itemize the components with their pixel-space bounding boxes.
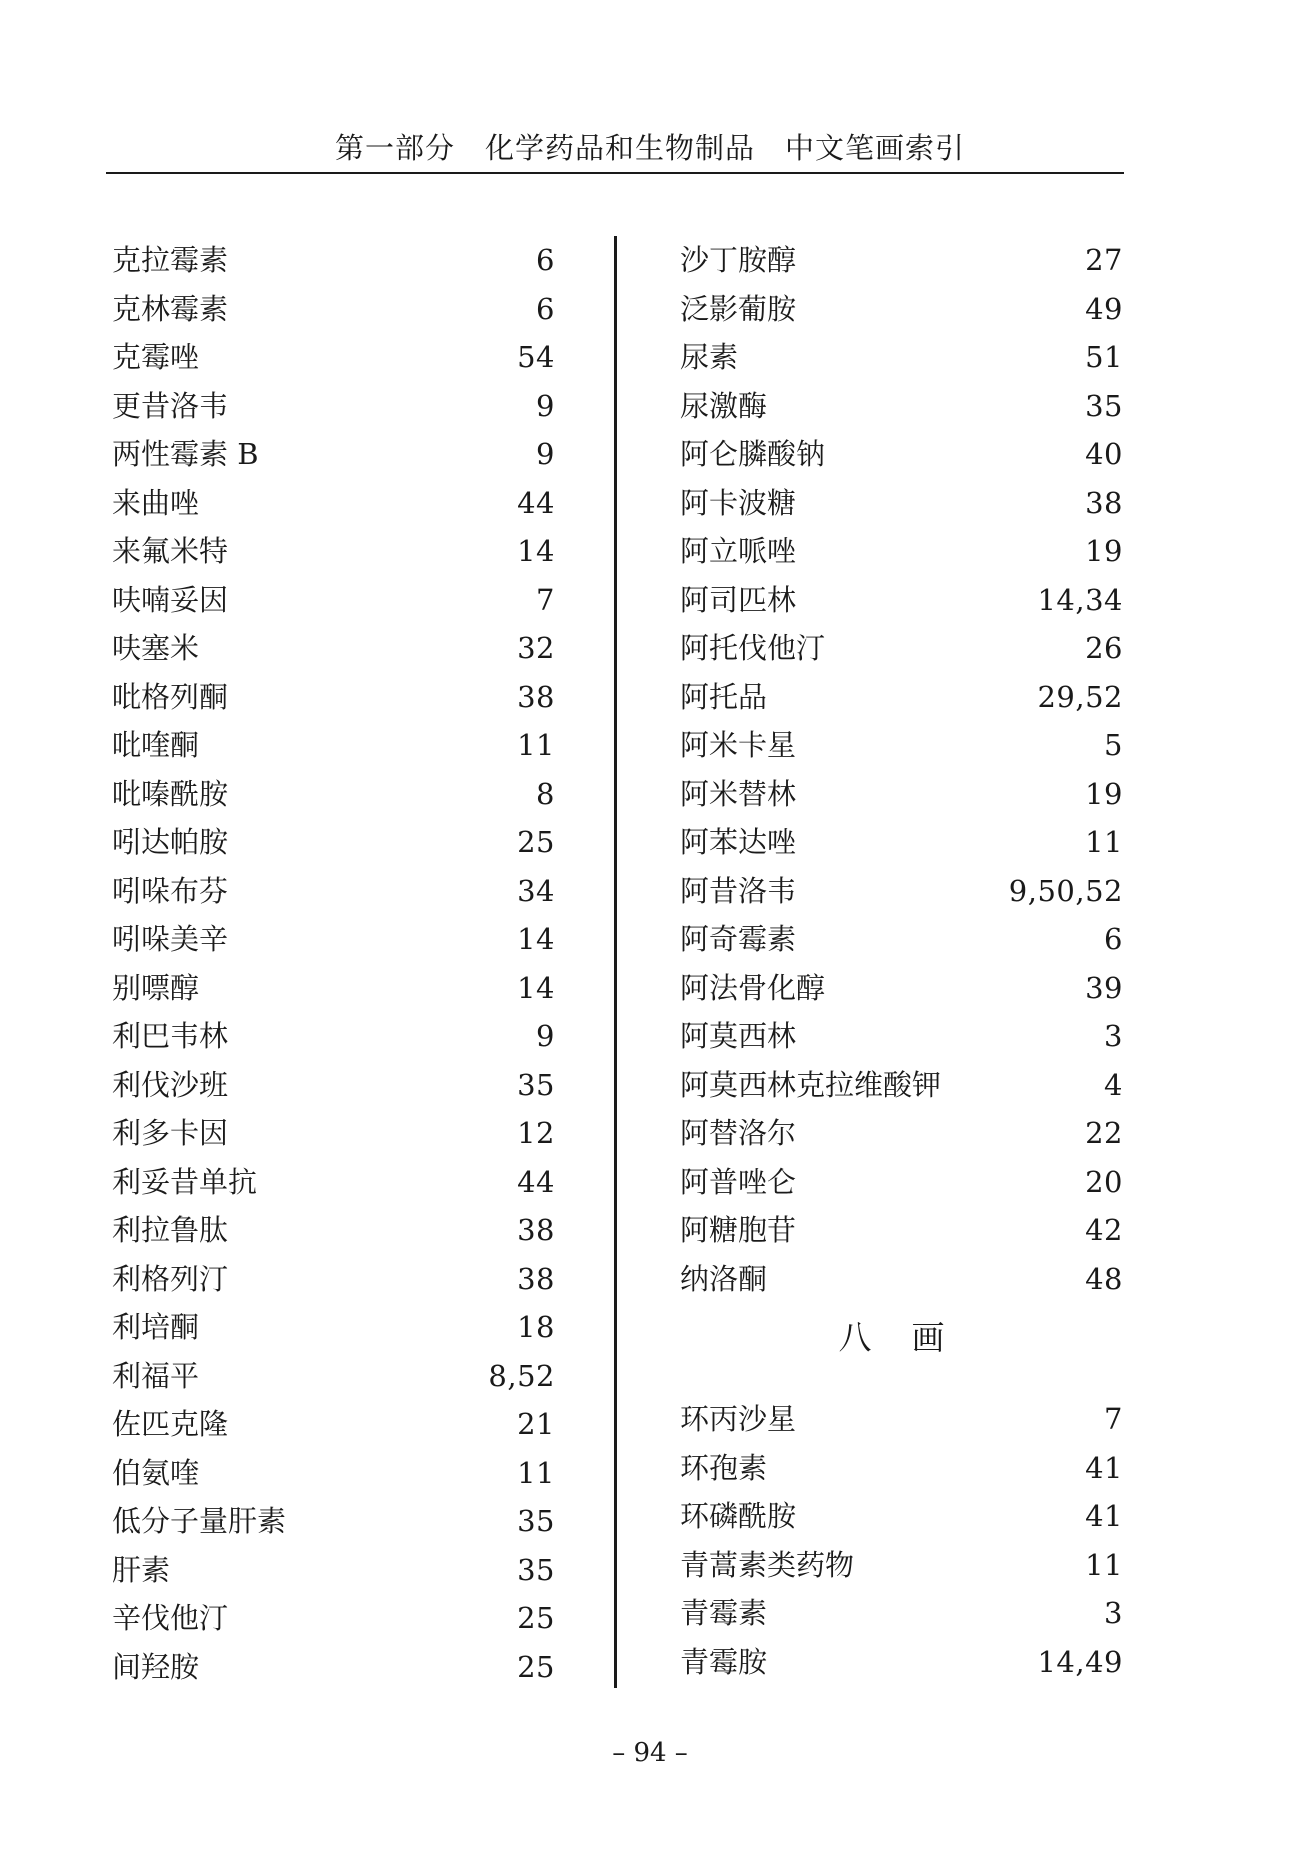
index-page-ref: 9,50,52 [1008, 873, 1123, 908]
index-page-ref: 21 [517, 1407, 555, 1441]
index-term: 青蒿素类药物 [680, 1547, 855, 1582]
index-page-ref: 42 [1085, 1213, 1123, 1247]
index-entry [680, 1061, 1123, 1110]
index-term: 阿托品 [680, 679, 768, 714]
index-term: 来曲唑 [112, 485, 200, 520]
index-page-ref: 38 [517, 679, 555, 714]
index-term: 阿托伐他汀 [680, 631, 826, 665]
index-entry [680, 430, 1123, 479]
index-entry [680, 285, 1123, 334]
index-term: 利福平 [112, 1358, 200, 1393]
index-entry [112, 333, 555, 382]
index-entry [680, 1395, 1123, 1444]
index-page-ref: 4 [1104, 1067, 1123, 1102]
index-entry [680, 1541, 1123, 1590]
index-page-ref: 22 [1085, 1116, 1123, 1150]
index-page-ref: 44 [517, 485, 555, 520]
index-entry [680, 1589, 1123, 1638]
index-page-ref: 6 [1104, 922, 1123, 956]
index-term: 伯氨喹 [112, 1455, 200, 1490]
index-entry [680, 964, 1123, 1013]
index-term: 吡嗪酰胺 [112, 776, 229, 811]
index-term: 利多卡因 [112, 1116, 229, 1150]
index-term: 利妥昔单抗 [112, 1164, 258, 1199]
index-page-ref: 11 [517, 1455, 555, 1490]
index-term: 阿莫西林 [680, 1019, 797, 1053]
index-page-ref: 25 [517, 1649, 555, 1684]
index-page-ref: 44 [517, 1164, 555, 1199]
index-entry [112, 770, 555, 819]
index-term: 别嘌醇 [112, 970, 200, 1005]
index-term: 吲达帕胺 [112, 825, 229, 859]
index-term: 利培酮 [112, 1310, 200, 1344]
index-page-ref: 26 [1085, 631, 1123, 665]
index-term: 纳洛酮 [680, 1261, 768, 1296]
index-term: 吡喹酮 [112, 728, 200, 762]
index-page-ref: 6 [536, 243, 555, 277]
index-page-ref: 11 [517, 728, 555, 762]
index-page-ref: 14 [517, 970, 555, 1005]
index-entry [680, 479, 1123, 528]
index-term: 阿米卡星 [680, 728, 797, 762]
index-entry [680, 1012, 1123, 1061]
index-term: 呋塞米 [112, 631, 200, 665]
index-page-ref: 35 [517, 1552, 555, 1587]
index-entry [112, 1061, 555, 1110]
index-entry [112, 1206, 555, 1255]
index-column-right [680, 236, 1123, 1686]
index-entry [680, 673, 1123, 722]
index-page-ref: 12 [517, 1116, 555, 1150]
index-entry [680, 1444, 1123, 1493]
index-entry [112, 1546, 555, 1595]
index-entry [112, 1255, 555, 1304]
index-entry [680, 1255, 1123, 1304]
index-page-ref: 19 [1085, 534, 1123, 568]
section-heading [680, 1303, 1123, 1395]
index-term: 克霉唑 [112, 340, 200, 374]
index-term: 阿法骨化醇 [680, 970, 826, 1005]
index-entry [680, 382, 1123, 431]
index-term: 阿替洛尔 [680, 1116, 797, 1150]
page-header-title: 第一部分 化学药品和生物制品 中文笔画索引 [334, 131, 965, 165]
index-term: 两性霉素 B [112, 437, 259, 471]
index-entry [112, 1109, 555, 1158]
index-page-ref: 11 [1085, 825, 1123, 859]
index-entry [112, 1012, 555, 1061]
index-entry [680, 721, 1123, 770]
index-entry [680, 333, 1123, 382]
index-entry [680, 770, 1123, 819]
index-page-ref: 20 [1085, 1164, 1123, 1199]
index-entry [112, 1449, 555, 1498]
index-page-ref: 7 [536, 582, 555, 617]
index-term: 吲哚美辛 [112, 922, 229, 956]
index-page-ref: 35 [1085, 388, 1123, 423]
index-page-ref: 38 [517, 1261, 555, 1296]
index-term: 吲哚布芬 [112, 873, 229, 908]
index-term: 环孢素 [680, 1450, 768, 1485]
index-entry [112, 1158, 555, 1207]
index-page-ref: 14,49 [1037, 1644, 1123, 1679]
index-page-ref: 35 [517, 1504, 555, 1538]
index-entry [112, 1303, 555, 1352]
index-entry [112, 1400, 555, 1449]
index-term: 阿糖胞苷 [680, 1213, 797, 1247]
index-page-ref: 25 [517, 1601, 555, 1635]
index-term: 利巴韦林 [112, 1019, 229, 1053]
index-term: 环磷酰胺 [680, 1499, 797, 1533]
index-entry [680, 915, 1123, 964]
index-page-ref: 5 [1104, 728, 1123, 762]
index-page-ref: 38 [1085, 485, 1123, 520]
page-number: – 94 – [612, 1738, 688, 1768]
index-term: 更昔洛韦 [112, 388, 229, 423]
index-group-seven-strokes [680, 236, 1123, 1303]
index-term: 环丙沙星 [680, 1402, 797, 1436]
index-term: 辛伐他汀 [112, 1601, 229, 1635]
index-term: 低分子量肝素 [112, 1504, 287, 1538]
index-entry [112, 624, 555, 673]
index-entry [680, 576, 1123, 625]
index-page-ref: 19 [1085, 776, 1123, 811]
index-term: 克拉霉素 [112, 243, 229, 277]
index-term: 阿奇霉素 [680, 922, 797, 956]
index-entry [680, 1109, 1123, 1158]
index-entry [112, 721, 555, 770]
index-page-ref: 14,34 [1037, 582, 1123, 617]
index-page-ref: 48 [1085, 1261, 1123, 1296]
index-entry [112, 527, 555, 576]
index-term: 利拉鲁肽 [112, 1213, 229, 1247]
index-page-ref: 41 [1085, 1450, 1123, 1485]
index-entry [112, 236, 555, 285]
index-page-ref: 9 [536, 437, 555, 471]
index-entry [680, 1492, 1123, 1541]
index-term: 利格列汀 [112, 1261, 229, 1296]
index-page-ref: 49 [1085, 291, 1123, 326]
index-page-ref: 54 [517, 340, 555, 374]
index-entry [680, 624, 1123, 673]
index-term: 阿普唑仑 [680, 1164, 797, 1199]
index-entry [112, 285, 555, 334]
index-column-left [112, 236, 555, 1691]
index-page-ref: 8 [536, 776, 555, 811]
index-page-ref: 51 [1085, 340, 1123, 374]
index-term: 阿米替林 [680, 776, 797, 811]
index-page-ref: 40 [1085, 437, 1123, 471]
index-term: 阿卡波糖 [680, 485, 797, 520]
index-page-ref: 39 [1085, 970, 1123, 1005]
index-entry [112, 382, 555, 431]
index-group-eight-strokes [680, 1395, 1123, 1686]
index-page-ref: 34 [517, 873, 555, 908]
index-entry [680, 1206, 1123, 1255]
index-entry [112, 818, 555, 867]
index-term: 沙丁胺醇 [680, 243, 797, 277]
index-term: 阿立哌唑 [680, 534, 797, 568]
index-entry [112, 1594, 555, 1643]
index-entry [112, 867, 555, 916]
index-page-ref: 41 [1085, 1499, 1123, 1533]
index-entry [680, 1638, 1123, 1687]
index-entry [112, 576, 555, 625]
index-page-ref: 9 [536, 388, 555, 423]
index-page-ref: 18 [517, 1310, 555, 1344]
index-page-ref: 3 [1104, 1596, 1123, 1630]
index-term: 阿仑膦酸钠 [680, 437, 826, 471]
index-page-ref: 27 [1085, 243, 1123, 277]
header-rule [106, 172, 1124, 174]
index-page-ref: 8,52 [488, 1358, 555, 1393]
index-page-ref: 9 [536, 1019, 555, 1053]
index-term: 佐匹克隆 [112, 1407, 229, 1441]
index-entry [112, 1352, 555, 1401]
index-term: 青霉胺 [680, 1644, 768, 1679]
index-entry [680, 818, 1123, 867]
index-page-ref: 11 [1085, 1547, 1123, 1582]
index-entry [680, 527, 1123, 576]
index-page-ref: 38 [517, 1213, 555, 1247]
index-entry [112, 479, 555, 528]
index-entry [112, 964, 555, 1013]
index-term: 阿司匹林 [680, 582, 797, 617]
index-page-ref: 14 [517, 922, 555, 956]
index-term: 尿激酶 [680, 388, 768, 423]
index-page-ref: 3 [1104, 1019, 1123, 1053]
section-heading-text: 八画 [838, 1318, 985, 1357]
index-term: 利伐沙班 [112, 1067, 229, 1102]
index-page-ref: 6 [536, 291, 555, 326]
index-term: 青霉素 [680, 1596, 768, 1630]
index-term: 肝素 [112, 1552, 171, 1587]
index-page-ref: 29,52 [1037, 679, 1123, 714]
index-term: 呋喃妥因 [112, 582, 229, 617]
index-term: 间羟胺 [112, 1649, 200, 1684]
index-term: 阿苯达唑 [680, 825, 797, 859]
index-term: 泛影葡胺 [680, 291, 797, 326]
index-term: 来氟米特 [112, 534, 229, 568]
index-entry [680, 236, 1123, 285]
index-entry [112, 673, 555, 722]
index-term: 克林霉素 [112, 291, 229, 326]
index-page-ref: 35 [517, 1067, 555, 1102]
index-term: 阿莫西林克拉维酸钾 [680, 1067, 942, 1102]
index-entry [112, 430, 555, 479]
index-page-ref: 25 [517, 825, 555, 859]
index-term: 阿昔洛韦 [680, 873, 797, 908]
index-entry [112, 915, 555, 964]
index-page-ref: 32 [517, 631, 555, 665]
index-term: 吡格列酮 [112, 679, 229, 714]
column-divider [614, 236, 617, 1688]
index-entry [680, 1158, 1123, 1207]
index-entry [112, 1497, 555, 1546]
index-page-ref: 14 [517, 534, 555, 568]
index-page-ref: 7 [1104, 1402, 1123, 1436]
index-entry [680, 867, 1123, 916]
index-term: 尿素 [680, 340, 739, 374]
index-entry [112, 1643, 555, 1692]
